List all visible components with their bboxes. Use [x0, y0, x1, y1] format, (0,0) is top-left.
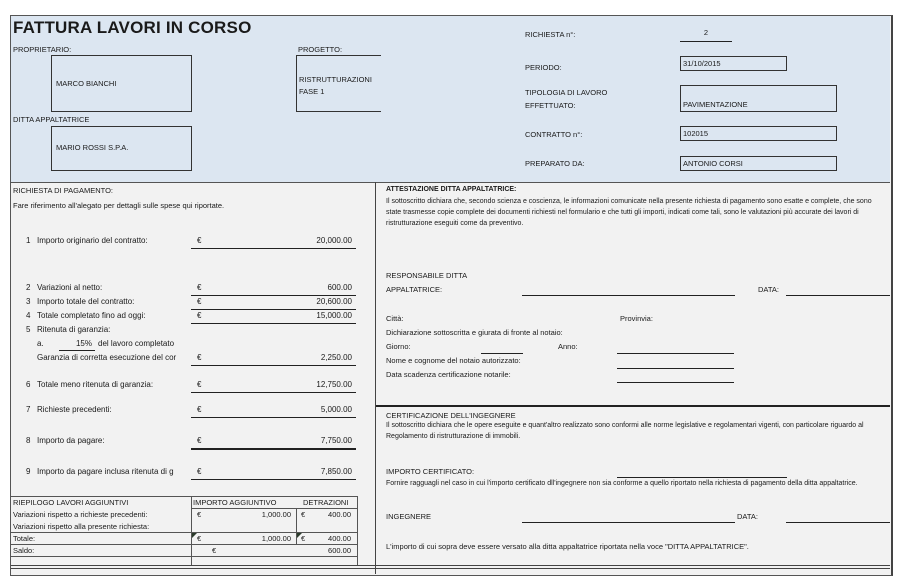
line-7-label: Richieste precedenti:: [37, 405, 112, 414]
summary-total-add[interactable]: 1,000.00: [261, 534, 291, 543]
bottom-rule-1: [11, 565, 890, 566]
work-type-field[interactable]: [680, 85, 837, 112]
engineer-label: INGEGNERE: [386, 512, 432, 521]
summary-header-label: RIEPILOGO LAVORI AGGIUNTIVI: [13, 498, 129, 507]
line-2-num: 2: [26, 283, 31, 292]
summary-row-1-add[interactable]: 1,000.00: [261, 510, 291, 519]
work-type-label-line2: EFFETTUATO:: [525, 101, 576, 110]
prepared-by-value: ANTONIO CORSI: [683, 159, 743, 168]
notary-name-label: Nome e cognome del notaio autorizzato:: [386, 356, 521, 365]
certified-amount-label: IMPORTO CERTIFICATO:: [386, 467, 475, 476]
summary-header-additional: IMPORTO AGGIUNTIVO: [193, 498, 277, 507]
line-4-label: Totale completato fino ad oggi:: [37, 311, 146, 320]
day-line[interactable]: [481, 353, 523, 354]
period-value: 31/10/2015: [683, 59, 721, 68]
engineer-cert-title: CERTIFICAZIONE DELL'INGEGNERE: [386, 411, 516, 420]
summary-total-label: Totale:: [13, 534, 36, 543]
responsible-label-line2: APPALTATRICE:: [386, 285, 443, 294]
project-value-line2: FASE 1: [299, 87, 325, 96]
line-3-value[interactable]: 20,600.00: [316, 297, 352, 306]
summary-col-divider-2: [296, 508, 297, 544]
summary-bottom-border: [11, 556, 357, 557]
summary-header-deductions: DETRAZIONI: [303, 498, 349, 507]
bottom-rule-2: [11, 568, 890, 569]
line-9-value[interactable]: 7,850.00: [320, 467, 352, 476]
line-2-label: Variazioni al netto:: [37, 283, 103, 292]
work-type-value: PAVIMENTAZIONE: [683, 100, 748, 109]
summary-total-add-cur: €: [197, 534, 202, 543]
engineer-date-line[interactable]: [786, 522, 890, 523]
payment-request-title: RICHIESTA DI PAGAMENTO:: [13, 186, 114, 195]
responsible-label-line1: RESPONSABILE DITTA: [386, 271, 468, 280]
contractor-value: MARIO ROSSI S.P.A.: [56, 143, 129, 152]
guarantee-label: Garanzia di corretta esecuzione del cor: [37, 353, 177, 362]
line-4-value[interactable]: 15,000.00: [316, 311, 352, 320]
summary-balance-cur: €: [212, 546, 217, 555]
line-9-currency: €: [197, 467, 202, 476]
line-6-currency: €: [197, 380, 202, 389]
owner-field[interactable]: [51, 55, 192, 112]
owner-label: PROPRIETARIO:: [13, 45, 72, 54]
summary-row-1-add-cur: €: [197, 510, 202, 519]
summary-balance-value[interactable]: 600.00: [328, 546, 351, 555]
notary-expiry-line[interactable]: [617, 382, 734, 383]
line-6-underline: [191, 392, 356, 393]
line-5-num: 5: [26, 325, 31, 334]
project-value-line1: RISTRUTTURAZIONI: [299, 75, 372, 84]
attestation-title: ATTESTAZIONE DITTA APPALTATRICE:: [386, 186, 517, 193]
line-8-num: 8: [26, 436, 31, 445]
line-8-underline: [191, 448, 356, 450]
summary-right-border: [357, 496, 358, 566]
contract-no-label: CONTRATTO n°:: [525, 130, 583, 139]
owner-value: MARCO BIANCHI: [56, 79, 117, 88]
line-5-label: Ritenuta di garanzia:: [37, 325, 111, 334]
guarantee-currency: €: [197, 353, 202, 362]
line-2-currency: €: [197, 283, 202, 292]
summary-row-1-ded[interactable]: 400.00: [328, 510, 351, 519]
contractor-label: DITTA APPALTATRICE: [13, 115, 90, 124]
retention-sub-letter: a.: [37, 339, 44, 348]
line-9-num: 9: [26, 467, 31, 476]
prepared-by-field[interactable]: [680, 156, 837, 171]
certified-amount-note: Fornire ragguagli nel caso in cui l'importo certificato dll'ingegnere non sia conforme a quello riportato nella richiesta di pagamento della ditta appaltatrice.: [386, 480, 858, 487]
attestation-text: Il sottoscritto dichiara che, secondo scienza e coscienza, le informazioni comunicate nella presente richiesta di pagamento sono esatte e complete, che sono state trasmesse copie complete dei documenti richiesti nel formulario e che tutti gli importi, indicati come tali, sono le valutazioni più accurate dei lavori di ristrutturazione eseguiti come da preventivo.: [386, 198, 872, 227]
line-8-currency: €: [197, 436, 202, 445]
line-6-value[interactable]: 12,750.00: [316, 380, 352, 389]
city-label: Città:: [386, 314, 404, 323]
line-4-currency: €: [197, 311, 202, 320]
line-3-underline: [191, 309, 356, 310]
retention-percent[interactable]: 15%: [75, 339, 92, 348]
engineer-cert-text: Il sottoscritto dichiara che le opere eseguite e quant'altro realizzato sono conformi alle norme legislative e regolamentari vigenti, con particolare riguardo al Regolamento di ristrutturazione di immobili.: [386, 422, 864, 440]
year-line[interactable]: [617, 353, 734, 354]
summary-row-1-label: Variazioni rispetto a richieste precedenti:: [13, 510, 148, 519]
line-3-num: 3: [26, 297, 31, 306]
attestation-date-line[interactable]: [786, 295, 890, 296]
work-type-label-line1: TIPOLOGIA DI LAVORO: [525, 88, 608, 97]
line-7-value[interactable]: 5,000.00: [320, 405, 352, 414]
line-9-underline: [191, 479, 356, 480]
notary-declaration: Dichiarazione sottoscritta e giurata di fronte al notaio:: [386, 328, 563, 337]
period-label: PERIODO:: [525, 63, 562, 72]
notary-name-line[interactable]: [617, 368, 734, 369]
contract-no-field[interactable]: [680, 126, 837, 141]
line-1-label: Importo originario del contratto:: [37, 236, 148, 245]
line-8-value[interactable]: 7,750.00: [320, 436, 352, 445]
summary-row-1-ded-cur: €: [301, 510, 306, 519]
column-divider: [375, 182, 376, 574]
engineer-signature-line[interactable]: [522, 522, 735, 523]
page-title: FATTURA LAVORI IN CORSO: [13, 18, 252, 37]
request-no-value: 2: [703, 28, 709, 37]
retention-percent-suffix: del lavoro completato: [98, 339, 175, 348]
contractor-field[interactable]: [51, 126, 192, 171]
line-1-currency: €: [197, 236, 202, 245]
payment-footer-note: L'importo di cui sopra deve essere versato alla ditta appaltatrice riportata nella voce "DITTA APPALTATRICE".: [386, 542, 749, 551]
line-2-value[interactable]: 600.00: [327, 283, 352, 292]
project-field[interactable]: [296, 55, 381, 112]
request-no-label: RICHIESTA n°:: [525, 30, 576, 39]
prepared-by-label: PREPARATO DA:: [525, 159, 585, 168]
line-4-underline: [191, 323, 356, 324]
project-label: PROGETTO:: [298, 45, 343, 54]
line-3-currency: €: [197, 297, 202, 306]
summary-total-ded-cur: €: [301, 534, 306, 543]
line-6-label: Totale meno ritenuta di garanzia:: [37, 380, 154, 389]
year-label: Anno:: [558, 342, 578, 351]
line-7-num: 7: [26, 405, 31, 414]
summary-row-2-label: Variazioni rispetto alla presente richiesta:: [13, 522, 150, 531]
period-field[interactable]: [680, 56, 787, 71]
line-4-num: 4: [26, 311, 31, 320]
line-9-label: Importo da pagare inclusa ritenuta di g: [37, 467, 174, 476]
line-1-value[interactable]: 20,000.00: [316, 236, 352, 245]
line-6-num: 6: [26, 380, 31, 389]
line-7-currency: €: [197, 405, 202, 414]
line-8-label: Importo da pagare:: [37, 436, 105, 445]
province-label: Provinvia:: [620, 314, 653, 323]
section-divider: [376, 405, 890, 407]
guarantee-underline: [191, 365, 356, 366]
summary-balance-label: Saldo:: [13, 546, 35, 555]
payment-request-note: Fare riferimento all'alegato per dettagli sulle spese qui riportate.: [13, 201, 225, 210]
responsible-signature-line[interactable]: [522, 295, 735, 296]
contract-no-value: 102015: [683, 129, 709, 138]
summary-total-ded[interactable]: 400.00: [328, 534, 351, 543]
retention-percent-underline: [59, 350, 95, 351]
engineer-date-label: DATA:: [737, 512, 758, 521]
request-no-underline: [680, 41, 732, 42]
line-1-num: 1: [26, 236, 31, 245]
line-7-underline: [191, 417, 356, 418]
line-1-underline: [191, 248, 356, 249]
guarantee-value[interactable]: 2,250.00: [320, 353, 352, 362]
day-label: Giorno:: [386, 342, 411, 351]
notary-expiry-label: Data scadenza certificazione notarile:: [386, 370, 511, 379]
line-2-underline: [191, 295, 356, 296]
attestation-date-label: DATA:: [758, 285, 779, 294]
line-3-label: Importo totale del contratto:: [37, 297, 135, 306]
